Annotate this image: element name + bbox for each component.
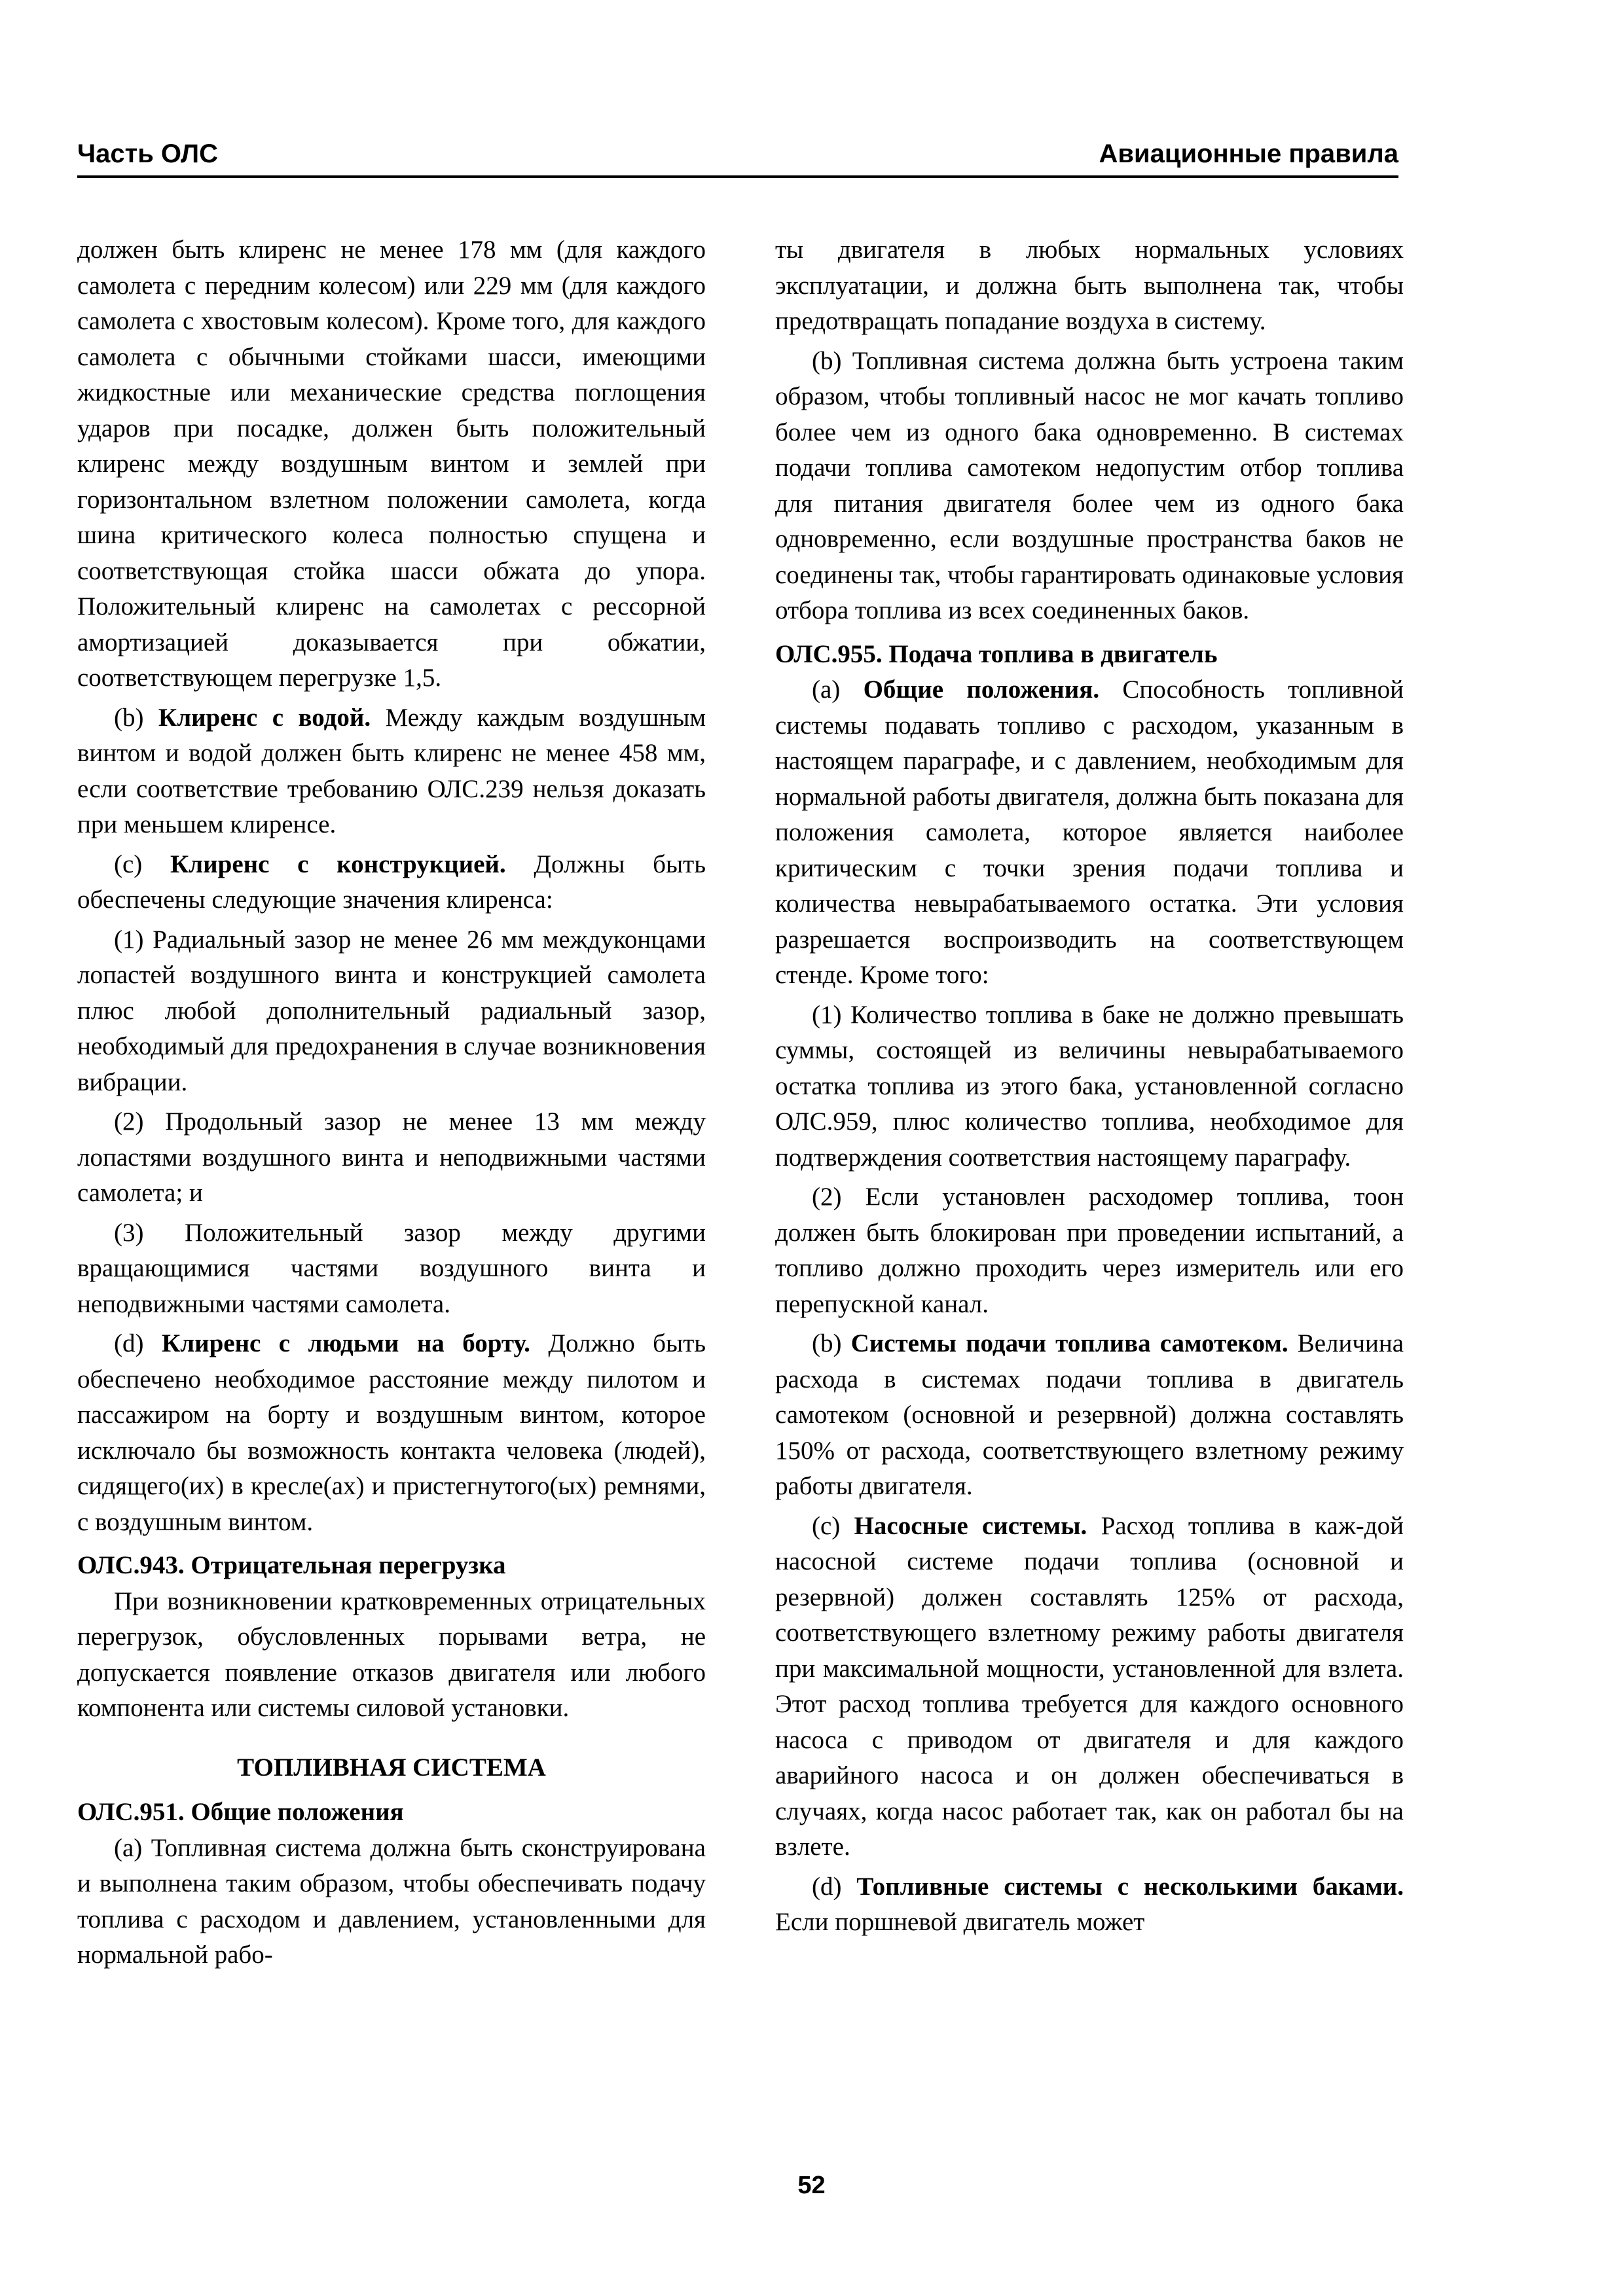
list-item-longitudinal-gap: (2) Продольный зазор не менее 13 мм между лопастями воздушного винта и неподвижными частями самолета; и: [77, 1107, 706, 1207]
item-text: Должно быть обеспечено необходимое расстояние между пилотом и пассажиром на борту и воздушным винтом, которое исключало бы возможность контакта человека (людей), сидящего(их) в кресле(ах) и пристегнутого(ых) ремнями, с воздушным винтом.: [77, 1329, 706, 1536]
list-item-radial-gap: (1) Радиальный зазор не менее 26 мм междуконцами лопастей воздушного винта и конструкцией самолета плюс любой дополнительный радиальный зазор, необходимый для предохранения в случае возникновения вибрации.: [77, 925, 706, 1096]
paragraph-955-c: [775, 1509, 1404, 1865]
paragraph-clearance-water: [77, 700, 706, 843]
item-label: (a): [812, 675, 841, 704]
paragraph-negative-g: При возникновении кратковременных отрицательных перегрузок, обусловленных порывами ветра, не допускается появление отказов двигателя или любого компонента или системы силовой установки.: [77, 1587, 706, 1722]
item-text: Должны быть обеспечены следующие значения клиренса:: [77, 850, 706, 914]
header-rule: [77, 175, 1398, 178]
paragraph-955-d: [775, 1869, 1404, 1941]
heading-ols-955: ОЛС.955. Подача топлива в двигатель: [775, 639, 1218, 668]
list-item-flowmeter: (2) Если установлен расходомер топлива, тоон должен быть блокирован при проведении испытаний, а топливо должно проходить через измеритель или его перепускной канал.: [775, 1183, 1404, 1318]
paragraph-951-b: (b) Топливная система должна быть устроена таким образом, чтобы топливный насос не мог качать топливо более чем из одного бака одновременно. В системах подачи топлива самотеком недопустим отбор топлива для питания двигателя более чем из одного бака одновременно, если воздушные пространства баков не соединены так, чтобы гарантировать одинаковые условия отбора топлива из всех соединенных баков.: [775, 346, 1404, 624]
section-heading-fuel-system: ТОПЛИВНАЯ СИСТЕМА: [237, 1753, 546, 1782]
running-header: [77, 134, 1398, 173]
paragraph-clearance-ground: должен быть клиренс не менее 178 мм (для каждого самолета с передним колесом) или 229 мм (для каждого самолета с хвостовым колесом). Кроме того, для каждого самолета с обычными стойками шасси, имеющими жидкостные или механические средства поглощения ударов при посадке, должен быть положительный клиренс между воздушным винтом и землей при горизонтальном взлетном положении самолета, когда шина критического колеса полностью спущена и соответствующая стойка шасси обжата до упора. Положительный клиренс на самолетах с рессорной амортизацией доказывается при обжатии, соответствующем перегрузке 1,5.: [77, 236, 706, 692]
item-text: Величина расхода в системах подачи топлива в двигатель самотеком (основной и резервной) должна составлять 150% от расхода, соответствующего взлетному режиму работы двигателя.: [775, 1329, 1404, 1500]
list-item-fuel-quantity: (1) Количество топлива в баке не должно превышать суммы, состоящей из величины невырабатываемого остатка топлива из этого бака, установленной согласно ОЛС.959, плюс количество топлива, необходимое для подтверждения соответствия настоящему параграфу.: [775, 1000, 1404, 1172]
item-label: (b): [114, 703, 144, 732]
header-doc-title: Авиационные правила: [1099, 139, 1398, 168]
item-title: Насосные системы.: [854, 1511, 1087, 1540]
item-title: Общие положения.: [863, 675, 1100, 704]
page-number: 52: [797, 2172, 826, 2199]
list-item-positive-gap: (3) Положительный зазор между другими вращающимися частями воздушного винта и неподвижными частями самолета.: [77, 1218, 706, 1318]
item-title: Клиренс с людьми на борту.: [161, 1329, 530, 1357]
item-title: Системы подачи топлива самотеком.: [850, 1329, 1288, 1357]
item-label: (d): [812, 1872, 842, 1901]
item-text: Расход топлива в каж-дой насосной системе подачи топлива (основной и резервной) должен составлять 125% от расхода, соответствующего взлетному режиму работы двигателя при максимальной мощности, установленной для взлета. Этот расход топлива требуется для каждого основного насоса с приводом от двигателя и для каждого аварийного насоса и он должен обеспечиваться в случаях, когда насос работает так, как он работал бы на взлете.: [775, 1511, 1404, 1861]
item-text: Если поршневой двигатель может: [775, 1908, 1145, 1936]
paragraph-955-b: [775, 1326, 1404, 1505]
paragraph-951-a-continued: ты двигателя в любых нормальных условиях эксплуатации, и должна быть выполнена так, чтобы предотвращать попадание воздуха в систему.: [775, 236, 1404, 335]
paragraph-951-a: (a) Топливная система должна быть сконструирована и выполнена таким образом, чтобы обеспечивать подачу топлива с расходом и давлением, установленными для нормальной рабо-: [77, 1833, 706, 1969]
heading-ols-951: ОЛС.951. Общие положения: [77, 1798, 404, 1826]
item-title: Клиренс с водой.: [158, 703, 371, 732]
item-text: Способность топливной системы подавать топливо с расходом, указанным в настоящем параграфе, и с давлением, необходимым для нормальной работы двигателя, должна быть показана для положения самолета, которое является наиболее критическим с точки зрения подачи топлива и количества невырабатываемого остатка. Эти условия разрешается воспроизводить на соответствующем стенде. Кроме того:: [775, 675, 1404, 989]
item-label: (b): [812, 1329, 842, 1357]
heading-ols-943: ОЛС.943. Отрицательная перегрузка: [77, 1551, 506, 1579]
left-column: [77, 232, 706, 1973]
item-text: Между каждым воздушным винтом и водой должен быть клиренс не менее 458 мм, если соответствие требованию ОЛС.239 нельзя доказать при меньшем клиренсе.: [77, 703, 706, 838]
item-title: Клиренс с конструкцией.: [170, 850, 506, 878]
header-part-title: Часть ОЛС: [77, 139, 218, 168]
paragraph-955-a: [775, 672, 1404, 994]
paragraph-clearance-structure: [77, 847, 706, 918]
item-title: Топливные системы с несколькими баками.: [856, 1872, 1404, 1901]
item-label: (d): [114, 1329, 144, 1357]
right-column: [775, 232, 1404, 1941]
paragraph-clearance-people: [77, 1326, 706, 1540]
item-label: (c): [114, 850, 143, 878]
item-label: (c): [812, 1511, 841, 1540]
